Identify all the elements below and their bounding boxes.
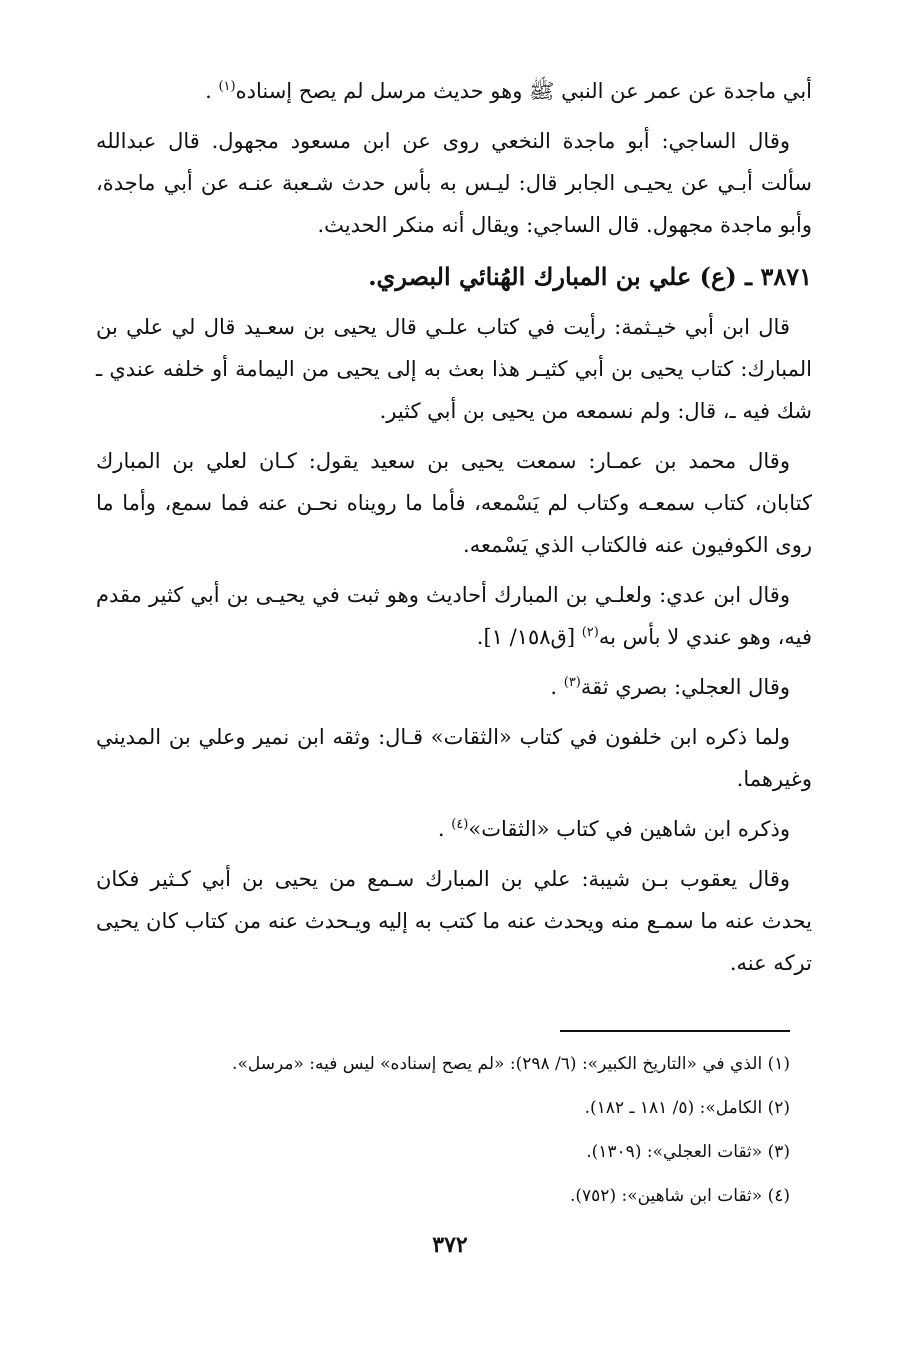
page-number: ٣٧٢ [432,1232,468,1258]
footnote-2: (٢) الكامل»: (٥/ ١٨١ ـ ١٨٢). [584,1098,790,1118]
paragraph-8-text: وذكره ابن شاهين في كتاب «الثقات» [468,817,790,841]
footnote-ref-4[interactable]: (٤) [451,817,469,832]
paragraph-9: وقال يعقوب بـن شيبة: علي بن المبارك سـمع من يحيى بن أبي كـثير فكان يحدث عنه ما سمـع منه ويحدث عنه ما كتب به إليه ويـحدث عنه من كتاب كان يحيى تركه عنه. [96,867,812,975]
paragraph-1 [96,70,812,112]
paragraph-6 [96,666,812,708]
paragraph-5-end: [ق١٥٨/ ١]. [476,625,582,649]
paragraph-7: ولما ذكره ابن خلفون في كتاب «الثقات» قـال: وثقه ابن نمير وعلي بن المديني وغيرهما. [96,725,812,791]
footnotes-section [96,1042,790,1218]
paragraph-8 [96,808,812,850]
paragraph-5 [96,574,812,658]
paragraph-2: وقال الساجي: أبو ماجدة النخعي روى عن ابن مسعود مجهول. قال عبدالله سألت أبـي عن يحيـى الجابر قال: ليـس به بأس حدث شـعبة عنـه عن أبي ماجدة، وأبو ماجدة مجهول. قال الساجي: ويقال أنه منكر الحديث. [96,129,812,237]
footnote-3: (٣) «ثقات العجلي»: (١٣٠٩). [586,1142,790,1162]
entry-heading: ٣٨٧١ ـ (ع) علي بن المبارك الهُنائي البصري. [368,262,812,291]
paragraph-5-text: وقال ابن عدي: ولعلـي بن المبارك أحاديث وهو ثبت في يحيـى بن أبي كثير مقدم فيه، وهو عندي لا بأس به [96,583,812,649]
footnote-4: (٤) «ثقات ابن شاهين»: (٧٥٢). [569,1186,790,1206]
paragraph-1-end: . [205,79,219,103]
paragraph-8-end: . [437,817,452,841]
paragraph-6-end: . [550,675,564,699]
footnote-1: (١) الذي في «التاريخ الكبير»: (٦/ ٢٩٨): «لم يصح إسناده» ليس فيه: «مرسل». [232,1054,790,1074]
footnote-ref-1[interactable]: (١) [218,79,236,94]
paragraph-1-text: أبي ماجدة عن عمر عن النبي ﷺ وهو حديث مرسل لم يصح إسناده [235,79,812,103]
footnote-ref-2[interactable]: (٢) [581,625,599,640]
paragraph-4: وقال محمد بن عمـار: سمعت يحيى بن سعيد يقول: كـان لعلي بن المبارك كتابان، كتاب سمعـه وكتاب لم يَسْمعه، فأما ما رويناه نحـن عنه فما سمع، وأما ما روى الكوفيون عنه فالكتاب الذي يَسْمعه. [96,449,812,557]
footnote-ref-3[interactable]: (٣) [563,675,581,690]
paragraph-3: قال ابن أبي خيـثمة: رأيت في كتاب علـي قال يحيى بن سعـيد قال لي علي بن المبارك: كتاب يحيى بن أبي كثيـر هذا بعث به إلى يحيى من اليمامة أو خلفه عندي ـ شك فيه ـ، قال: ولم نسمعه من يحيى بن أبي كثير. [96,315,812,423]
footnote-divider [560,1030,790,1032]
paragraph-6-text: وقال العجلي: بصري ثقة [580,675,790,699]
